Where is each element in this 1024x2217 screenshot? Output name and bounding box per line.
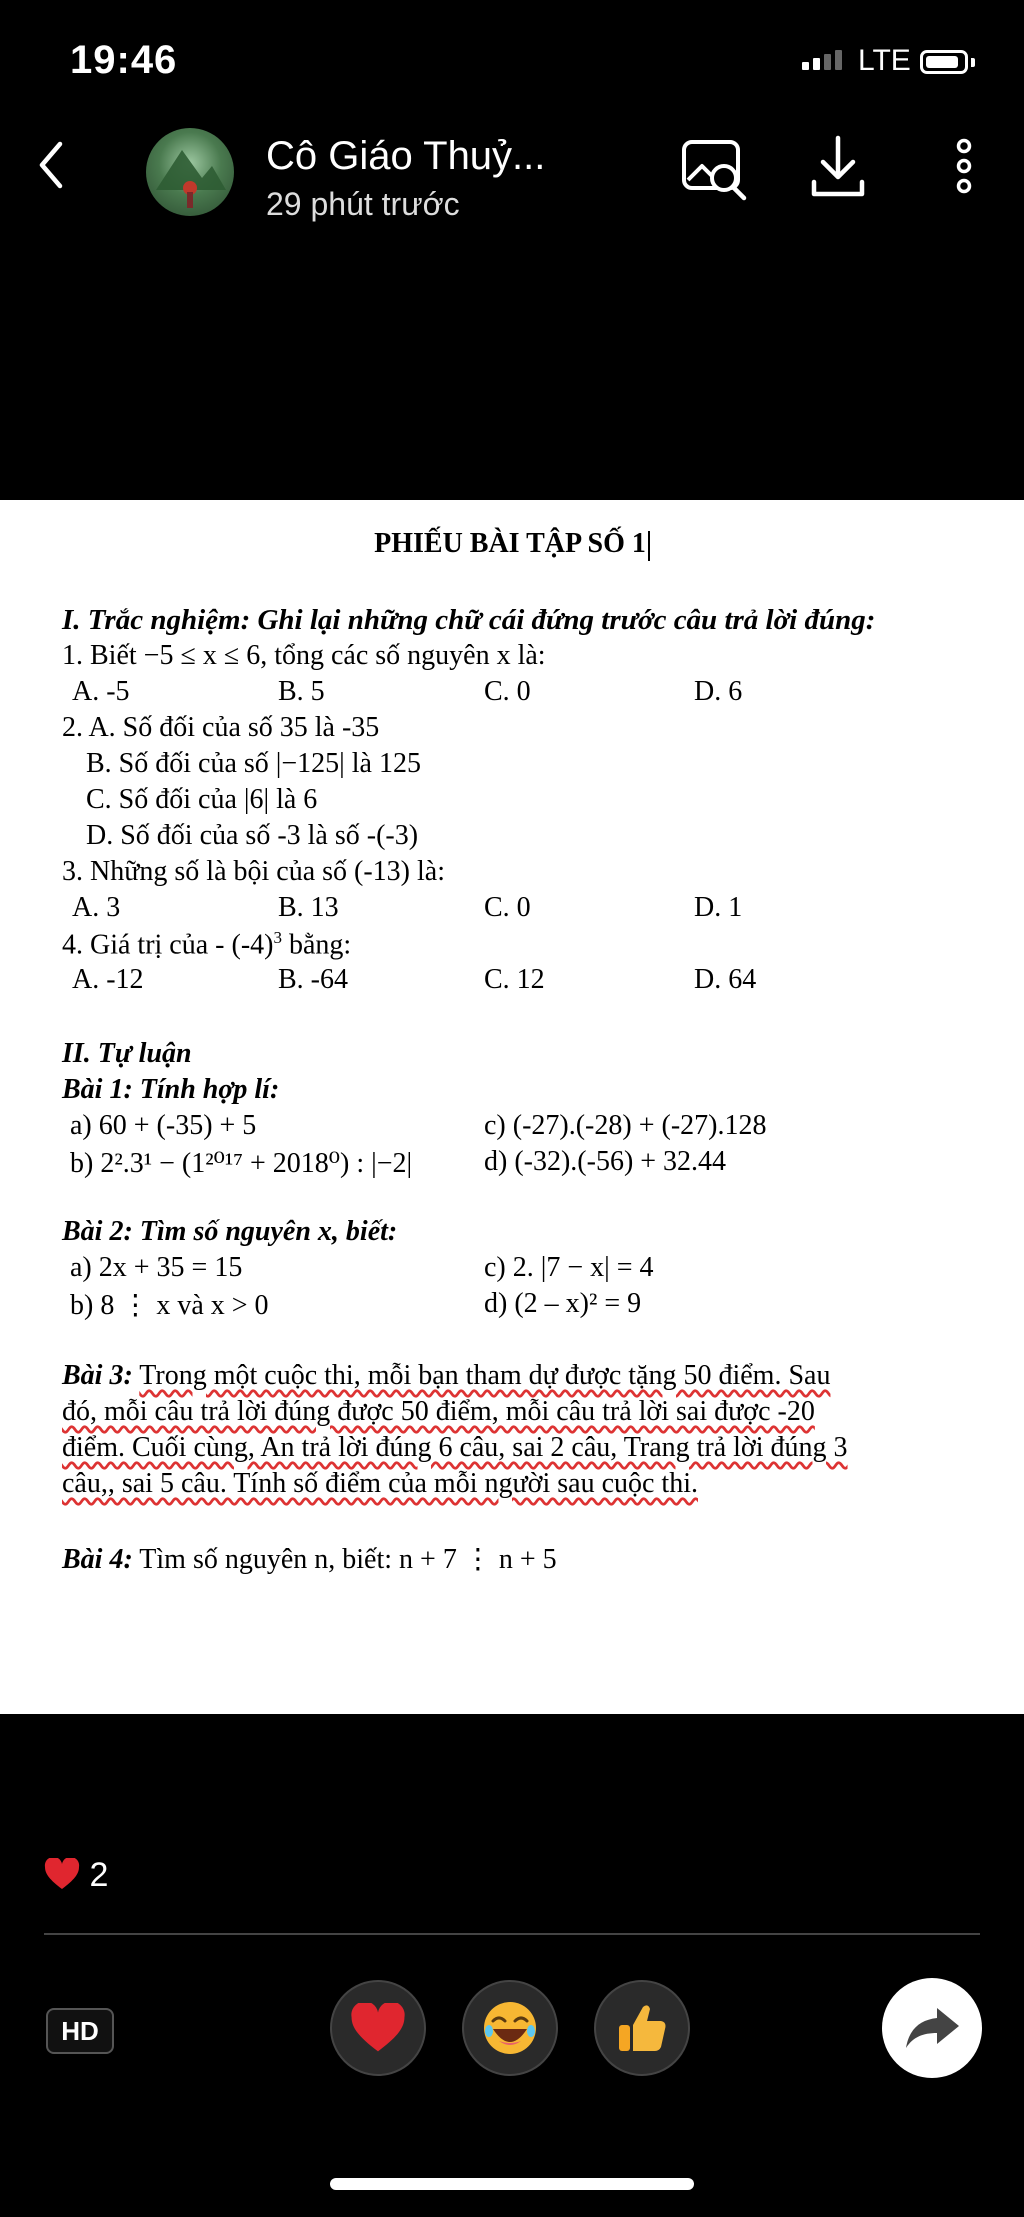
image-search-icon xyxy=(680,136,750,202)
share-icon xyxy=(903,2004,961,2052)
worksheet-title: PHIẾU BÀI TẬP SỐ 1 xyxy=(0,528,1024,561)
thumbs-up-icon xyxy=(615,2001,669,2055)
exercise-1-c: c) (-27).(-28) + (-27).128 xyxy=(484,1110,767,1141)
exercise-2-d: d) (2 – x)² = 9 xyxy=(484,1288,642,1319)
avatar[interactable] xyxy=(146,128,234,216)
react-heart-button[interactable] xyxy=(330,1980,426,2076)
section-1-heading: I. Trắc nghiệm: Ghi lại những chữ cái đứng trước câu trả lời đúng: xyxy=(62,604,876,636)
q4-option-c: C. 12 xyxy=(484,964,545,995)
back-button[interactable] xyxy=(36,140,66,195)
q4-option-d: D. 64 xyxy=(694,964,757,995)
divider xyxy=(44,1933,980,1935)
exercise-1-b: b) 2².3¹ − (1²⁰¹⁷ + 2018⁰) : |−2| xyxy=(70,1148,413,1179)
chevron-left-icon xyxy=(36,140,66,190)
heart-icon xyxy=(350,2003,406,2053)
post-time: 29 phút trước xyxy=(266,186,460,222)
q3-option-c: C. 0 xyxy=(484,892,531,923)
exercise-4: Bài 4: Tìm số nguyên n, biết: n + 7 ⋮ n + 5 xyxy=(62,1544,557,1575)
status-time: 19:46 xyxy=(70,38,178,82)
worksheet-image[interactable] xyxy=(0,500,1024,1714)
question-2-b: B. Số đối của số |−125| là 125 xyxy=(86,748,421,779)
visual-search-button[interactable] xyxy=(680,136,750,207)
battery-icon xyxy=(920,50,968,74)
sender-name[interactable]: Cô Giáo Thuỷ... xyxy=(266,134,546,178)
more-vertical-icon xyxy=(954,138,974,194)
question-3: 3. Những số là bội của số (-13) là: xyxy=(62,856,445,887)
more-options-button[interactable] xyxy=(954,138,974,199)
q1-option-d: D. 6 xyxy=(694,676,743,707)
like-count[interactable]: 2 xyxy=(44,1856,108,1895)
exercise-1-d: d) (-32).(-56) + 32.44 xyxy=(484,1146,727,1177)
question-2-d: D. Số đối của số -3 là số -(-3) xyxy=(86,820,419,851)
share-button[interactable] xyxy=(882,1978,982,2078)
hd-quality-button[interactable]: HD xyxy=(46,2008,114,2054)
exercise-2-a: a) 2x + 35 = 15 xyxy=(70,1252,243,1283)
q4-option-b: B. -64 xyxy=(278,964,348,995)
question-4: 4. Giá trị của - $(-4)^3$ bằng: xyxy=(62,928,352,961)
exercise-3-line-2: đó, mỗi câu trả lời đúng được 50 điểm, mỗi câu trả lời sai được -20 xyxy=(62,1396,815,1427)
q1-option-c: C. 0 xyxy=(484,676,531,707)
q1-option-a: A. -5 xyxy=(72,676,130,707)
question-2-c: C. Số đối của |6| là 6 xyxy=(86,784,318,815)
exercise-2-heading: Bài 2: Tìm số nguyên x, biết: xyxy=(62,1216,398,1247)
battery-tip xyxy=(971,58,975,67)
q3-option-b: B. 13 xyxy=(278,892,339,923)
exercise-3-line-1: Bài 3: Trong một cuộc thi, mỗi bạn tham dự được tặng 50 điểm. Sau xyxy=(62,1360,831,1391)
exercise-3-line-3: điểm. Cuối cùng, An trả lời đúng 6 câu, sai 2 câu, Trang trả lời đúng 3 xyxy=(62,1432,848,1463)
exercise-2-c: c) 2. |7 − x| = 4 xyxy=(484,1252,654,1283)
react-laugh-button[interactable] xyxy=(462,1980,558,2076)
download-icon xyxy=(808,134,868,200)
laugh-icon xyxy=(481,1999,539,2057)
exercise-1-a: a) 60 + (-35) + 5 xyxy=(70,1110,257,1141)
section-2-heading: II. Tự luận xyxy=(62,1038,192,1069)
question-2-a: 2. A. Số đối của số 35 là -35 xyxy=(62,712,380,743)
heart-icon xyxy=(44,1858,80,1890)
react-like-button[interactable] xyxy=(594,1980,690,2076)
download-button[interactable] xyxy=(808,134,868,205)
q3-option-d: D. 1 xyxy=(694,892,743,923)
q1-option-b: B. 5 xyxy=(278,676,325,707)
exercise-3-line-4: câu,, sai 5 câu. Tính số điểm của mỗi người sau cuộc thi. xyxy=(62,1468,698,1499)
avatar-image xyxy=(146,128,234,216)
exercise-1-heading: Bài 1: Tính hợp lí: xyxy=(62,1074,280,1105)
question-1: 1. Biết −5 ≤ x ≤ 6, tổng các số nguyên x là: xyxy=(62,640,546,671)
network-type: LTE xyxy=(858,44,911,77)
home-indicator xyxy=(330,2178,694,2190)
q3-option-a: A. 3 xyxy=(72,892,121,923)
exercise-2-b: b) 8 ⋮ x và x > 0 xyxy=(70,1290,269,1321)
q4-option-a: A. -12 xyxy=(72,964,144,995)
signal-strength-icon xyxy=(802,50,846,70)
